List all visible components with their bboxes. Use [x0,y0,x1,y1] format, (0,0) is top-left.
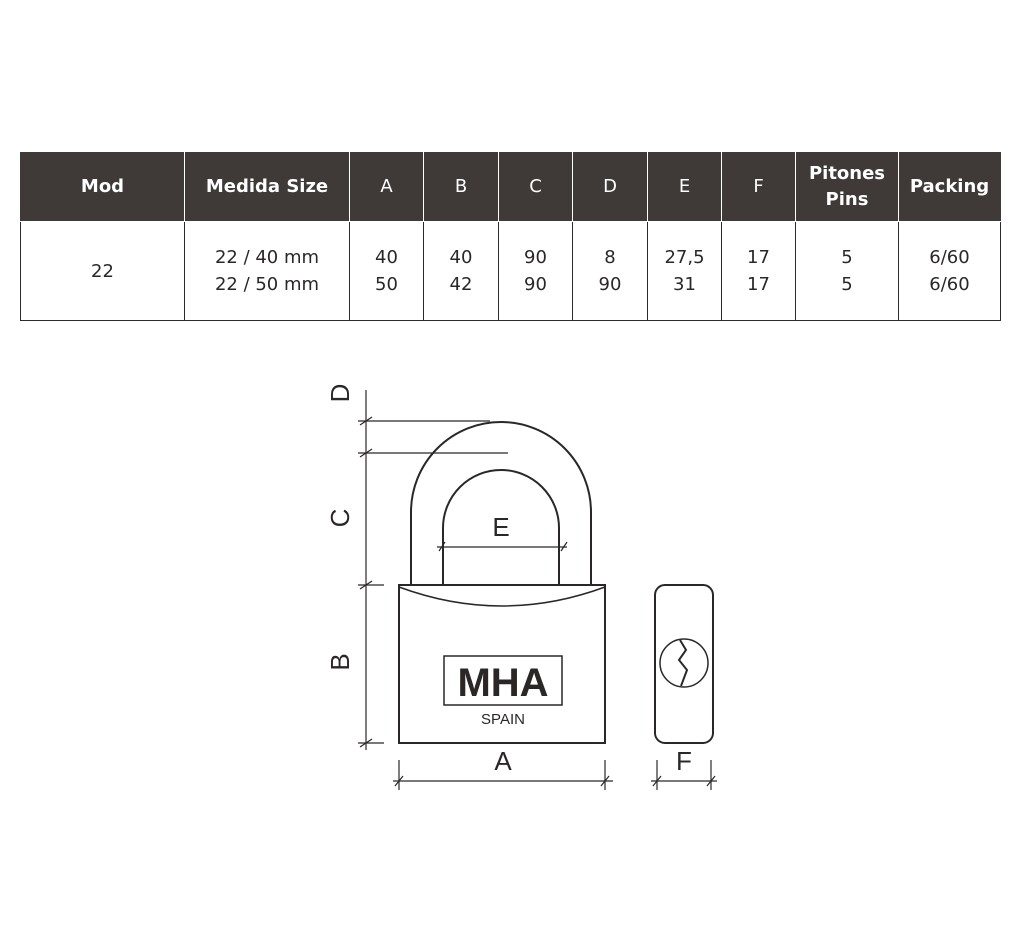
dim-label-d: D [324,383,355,403]
cell-e-2: 31 [673,274,696,295]
header-medida-size: Medida Size [185,153,350,222]
cell-medida-1: 22 / 40 mm [214,247,320,268]
padlock-side-view [655,585,713,743]
dim-label-b: B [324,653,355,671]
dim-label-f: F [676,746,692,776]
cell-medida-2: 22 / 50 mm [214,274,320,295]
header-c: C [499,153,573,222]
cell-pins-1: 5 [841,247,853,268]
key-slot [679,640,687,686]
cell-packing-1: 6/60 [929,247,970,268]
cell-mod: 22 [21,222,185,321]
dim-label-a: A [494,746,512,776]
cell-d-1: 8 [604,247,616,268]
cell-d-2: 90 [598,274,622,295]
header-f: F [722,153,796,222]
cell-packing-2: 6/60 [929,274,970,295]
header-e: E [648,153,722,222]
header-mod: Mod [21,153,185,222]
cell-c-1: 90 [524,247,547,268]
cell-e-1: 27,5 [664,247,705,268]
header-packing: Packing [899,153,1001,222]
header-pins-line2: Pins [825,189,869,210]
cell-a-2: 50 [375,274,398,295]
body-top-curve [399,587,605,606]
dim-label-e: E [492,512,510,542]
header-a: A [350,153,424,222]
cell-c-2: 90 [524,274,547,295]
cell-b-1: 40 [449,247,473,268]
cell-pins-2: 5 [841,274,853,295]
dim-label-c: C [324,508,355,528]
header-pins-line1: Pitones [808,163,886,184]
cell-a-1: 40 [375,247,398,268]
header-b: B [424,153,499,222]
cell-b-2: 42 [449,274,473,295]
brand-origin-text: SPAIN [481,711,525,728]
brand-logo-text: MHA [457,661,549,705]
shackle-outer [411,422,591,585]
cell-f-2: 17 [747,274,770,295]
cell-f-1: 17 [747,247,770,268]
header-d: D [573,153,648,222]
